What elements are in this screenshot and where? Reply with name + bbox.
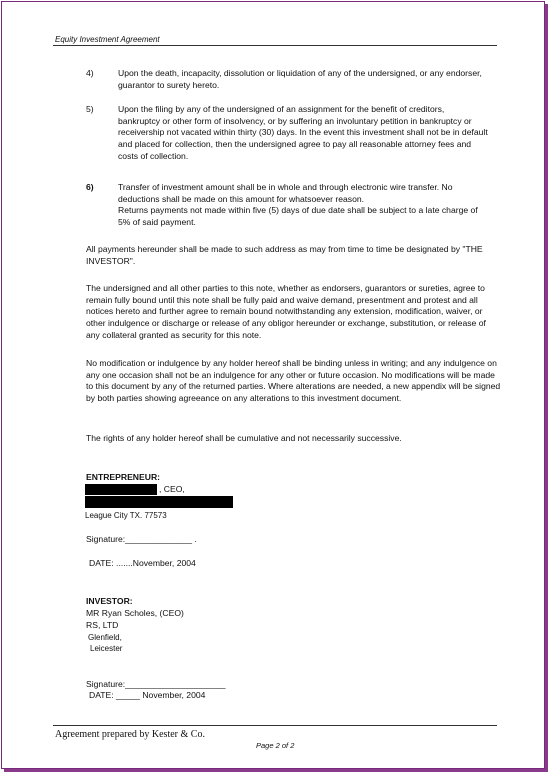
investor-address-line-2: Leicester [90,644,123,653]
entrepreneur-ceo: , CEO, [159,484,185,494]
clause-text-part-1: Transfer of investment amount shall be in whole and through electronic wire transfer. No deductions shall be made on this amount for whatsoever reason. [118,182,453,204]
investor-signature: Signature:_____________________ [86,679,226,689]
investor-name: MR Ryan Scholes, (CEO) [86,608,184,618]
entrepreneur-label: ENTREPRENEUR: [86,472,161,482]
clause-text: Upon the filing by any of the undersigned of an assignment for the benefit of creditors, bankruptcy or other form of insolvency, or by suffering an involuntary petition in bankruptcy or receivership not vacated within thirty (30) days. In the event this investment shall not be in default and placed for collection, then the undersigned agree to pay all reasonable attorney fees and costs of collection. [118,104,488,161]
investor-address-line-1: Glenfield, [88,633,122,642]
entrepreneur-city: League City TX. 77573 [85,511,167,520]
document-header-title: Equity Investment Agreement [55,35,160,44]
investor-company: RS, LTD [86,620,119,630]
entrepreneur-date: DATE: .......November, 2004 [89,558,196,568]
paragraph-rights: The rights of any holder hereof shall be cumulative and not necessarily successive. [86,433,402,443]
footer-divider [53,725,497,726]
clause-text: Upon the death, incapacity, dissolution or liquidation of any of the undersigned, or any endorser, guarantor to surety hereto. [118,68,482,90]
investor-label: INVESTOR: [86,596,133,606]
paragraph-payments: All payments hereunder shall be made to such address as may from time to time be designated by "THE INVESTOR". [86,244,483,266]
clause-number: 5) [86,104,94,114]
paragraph-modification: No modification or indulgence by any holder hereof shall be binding unless in writing; and any indulgence on any one occasion shall not be an indulgence for any other or future occasion. No modifications will be made to this document by any of the returned parties. Where alterations are needed, a new appendix will be signed by both parties showing agreeance on any alterations to this investment document. [86,358,501,404]
investor-date: DATE: _____ November, 2004 [89,690,206,700]
clause-text-part-2: Returns payments not made within five (5) days of due date shall be subject to a late charge of 5% of said payment. [118,205,478,228]
clause-number: 6) [86,182,94,192]
paragraph-parties: The undersigned and all other parties to this note, whether as endorsers, guarantors or sureties, agree to remain fully bound until this note shall be fully paid and waive demand, presentment and protest and all notices hereto and further agree to remain bound notwithstanding any extension, modification, waiver, or other indulgence or discharge or release of any obligor hereunder or exchange, substitution, or release of any collateral granted as security for this note. [86,283,486,340]
clause-number: 4) [86,68,94,78]
header-divider [53,45,497,46]
clause-text [118,182,488,229]
redacted-address [85,496,233,508]
page-number: Page 2 of 2 [256,741,295,750]
footer-prepared-by: Agreement prepared by Kester & Co. [55,729,205,740]
redacted-name [85,484,157,495]
entrepreneur-signature: Signature:______________ . [86,534,197,544]
